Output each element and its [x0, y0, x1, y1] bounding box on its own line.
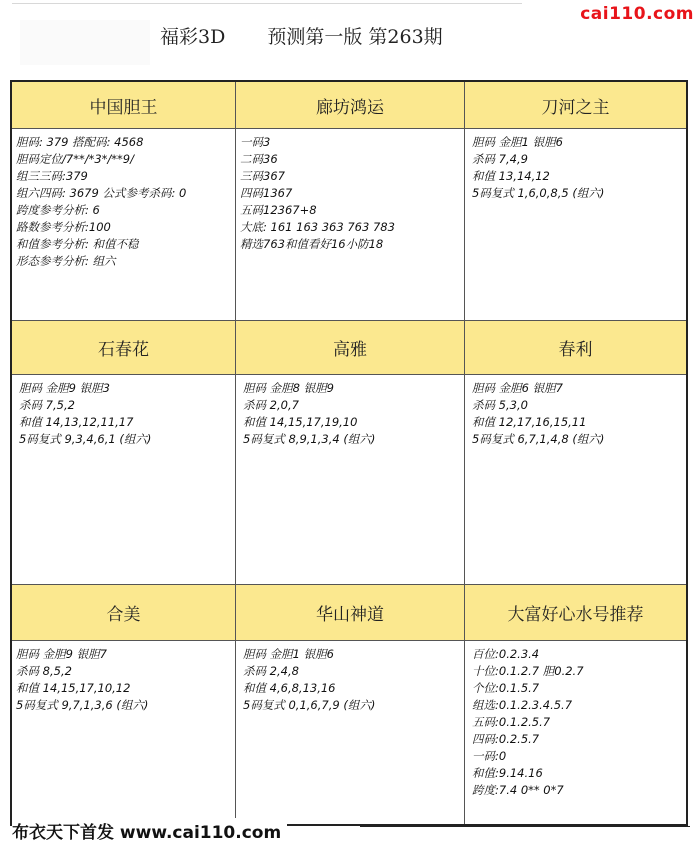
panel-line: 跨度:7.4 0** 0*7	[472, 783, 564, 797]
panel-line: 精选763和值看好16小防18	[240, 237, 384, 251]
footer-rule	[360, 826, 690, 827]
panel-line: 胆码 金胆6 银胆7	[472, 381, 563, 395]
panel-line: 大底: 161 163 363 763 783	[240, 220, 395, 234]
panel-line: 五码:0.1.2.5.7	[472, 715, 551, 729]
panel-line: 四码:0.2.5.7	[472, 732, 540, 746]
panel-line: 胆码 金胆9 银胆3	[19, 381, 110, 395]
panel-line: 路数参考分析:100	[16, 220, 111, 234]
panel-line: 5码复式 0,1,6,7,9 (组六)	[243, 698, 376, 712]
panel-line: 杀码 8,5,2	[16, 664, 72, 678]
panel-line: 5码复式 1,6,0,8,5 (组六)	[472, 186, 605, 200]
panel-line: 胆码定位/7**/*3*/**9/	[16, 152, 134, 166]
lottery-name: 福彩3D	[160, 26, 226, 48]
panel-line: 5码复式 8,9,1,3,4 (组六)	[243, 432, 376, 446]
panel-body	[236, 641, 465, 824]
panel-line: 二码36	[240, 152, 278, 166]
panel-title: 刀河之主	[465, 82, 686, 129]
panel-body	[12, 641, 236, 824]
panel-line: 5码复式 9,7,1,3,6 (组六)	[16, 698, 149, 712]
panel-line: 一码3	[240, 135, 271, 149]
panel-line: 百位:0.2.3.4	[472, 647, 540, 661]
panel-title: 中国胆王	[12, 82, 236, 129]
panel-line: 三码367	[240, 169, 285, 183]
panel-title: 廊坊鸿运	[236, 82, 465, 129]
panel-line: 和值 12,17,16,15,11	[472, 415, 587, 429]
panel-title: 华山神道	[236, 585, 465, 641]
panel-line: 十位:0.1.2.7 胆0.2.7	[472, 664, 584, 678]
panel-line: 和值参考分析: 和值不稳	[16, 237, 139, 251]
panel-body	[465, 641, 686, 824]
panel-title: 春利	[465, 321, 686, 375]
panel-line: 杀码 2,0,7	[243, 398, 299, 412]
panel-title: 石春花	[12, 321, 236, 375]
panel-line: 组六四码: 3679 公式参考杀码: 0	[16, 186, 187, 200]
panel-line: 和值 14,13,12,11,17	[19, 415, 134, 429]
panel-body	[236, 129, 465, 321]
top-rule	[12, 3, 522, 4]
panel-body	[465, 129, 686, 321]
panel-line: 和值 4,6,8,13,16	[243, 681, 336, 695]
panel-line: 杀码 5,3,0	[472, 398, 528, 412]
header-blank-area	[20, 20, 150, 65]
panel-line: 胆码 金胆1 银胆6	[243, 647, 334, 661]
panel-title: 高雅	[236, 321, 465, 375]
panel-line: 杀码 2,4,8	[243, 664, 299, 678]
panel-line: 杀码 7,5,2	[19, 398, 75, 412]
panel-title: 合美	[12, 585, 236, 641]
site-logo-text[interactable]: cai110.com	[580, 4, 694, 24]
panel-line: 五码12367+8	[240, 203, 317, 217]
panel-line: 胆码 金胆1 银胆6	[472, 135, 563, 149]
issue-number: 第263期	[368, 26, 443, 48]
panel-line: 形态参考分析: 组六	[16, 254, 116, 268]
panel-body	[236, 375, 465, 585]
panel-line: 四码1367	[240, 186, 293, 200]
panel-line: 一码:0	[472, 749, 507, 763]
panel-line: 5码复式 6,7,1,4,8 (组六)	[472, 432, 605, 446]
panel-line: 杀码 7,4,9	[472, 152, 528, 166]
panel-line: 组三三码:379	[16, 169, 88, 183]
panel-body	[12, 375, 236, 585]
panel-line: 组选:0.1.2.3.4.5.7	[472, 698, 573, 712]
edition-name: 预测第一版	[267, 26, 363, 48]
panel-line: 跨度参考分析: 6	[16, 203, 100, 217]
panel-body	[12, 129, 236, 321]
panel-line: 和值:9.14.16	[472, 766, 543, 780]
footer-source: 布衣天下首发 www.cai110.com	[12, 818, 287, 843]
panel-body	[465, 375, 686, 585]
panel-line: 和值 13,14,12	[472, 169, 550, 183]
prediction-table	[10, 80, 688, 826]
panel-line: 和值 14,15,17,10,12	[16, 681, 131, 695]
panel-line: 胆码 金胆9 银胆7	[16, 647, 107, 661]
panel-line: 5码复式 9,3,4,6,1 (组六)	[19, 432, 152, 446]
panel-title: 大富好心水号推荐	[465, 585, 686, 641]
panel-line: 胆码: 379 搭配码: 4568	[16, 135, 144, 149]
panel-line: 个位:0.1.5.7	[472, 681, 540, 695]
panel-line: 胆码 金胆8 银胆9	[243, 381, 334, 395]
page-title	[160, 20, 500, 54]
panel-line: 和值 14,15,17,19,10	[243, 415, 358, 429]
